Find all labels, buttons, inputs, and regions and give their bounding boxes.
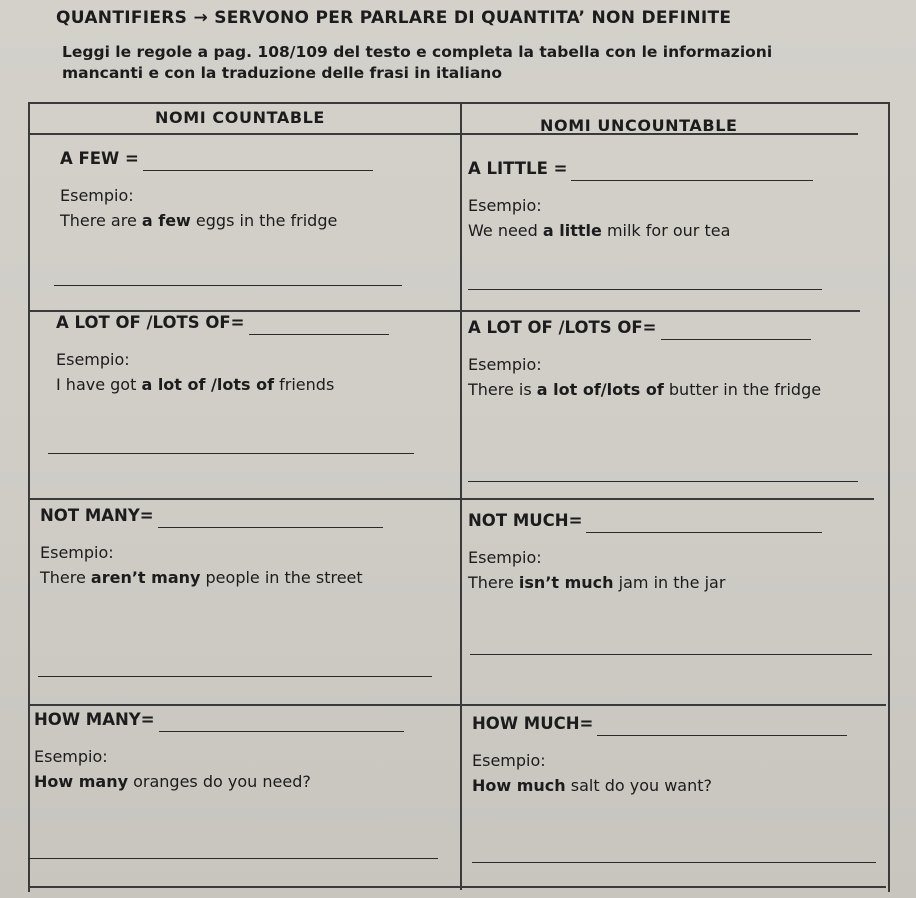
row-divider: [28, 704, 886, 706]
translation-blank[interactable]: [468, 481, 858, 482]
definition-blank[interactable]: [586, 516, 822, 533]
quantifier-label: [40, 503, 455, 528]
table-bottom-border: [28, 886, 886, 888]
quantifier-label: [468, 315, 836, 340]
quantifier-label: [34, 707, 459, 732]
example-label: Esempio:: [468, 548, 542, 567]
example-label: Esempio:: [468, 355, 542, 374]
example-sentence: How many oranges do you need?: [34, 772, 311, 791]
example-sentence: How much salt do you want?: [472, 776, 713, 795]
quantifier-text: A LOT OF /LOTS OF=: [56, 313, 245, 332]
cell-a-little: [468, 156, 868, 243]
definition-blank[interactable]: [158, 511, 383, 528]
cell-how-much: [472, 711, 882, 798]
column-divider: [460, 104, 462, 890]
definition-blank[interactable]: [249, 318, 389, 335]
row-divider: [28, 498, 874, 500]
header-uncountable: NOMI UNCOUNTABLE: [540, 116, 738, 135]
example-sentence: There is a lot of/lots of butter in the fridge: [468, 380, 822, 399]
cell-not-much: [468, 508, 868, 595]
example-sentence: I have got a lot of /lots of friends: [56, 375, 335, 394]
example-sentence: There isn’t much jam in the jar: [468, 573, 726, 592]
translation-blank[interactable]: [468, 289, 822, 290]
quantifier-label: [472, 711, 882, 736]
example-label: Esempio:: [468, 196, 542, 215]
quantifier-text: A FEW =: [60, 149, 139, 168]
worksheet-title: QUANTIFIERS → SERVONO PER PARLARE DI QUANTITA’ NON DEFINITE: [56, 8, 732, 28]
quantifier-text: NOT MANY=: [40, 506, 154, 525]
quantifier-label: [60, 146, 450, 171]
cell-how-many: [34, 707, 459, 794]
example-sentence: There are a few eggs in the fridge: [60, 211, 338, 230]
translation-blank[interactable]: [470, 654, 872, 655]
cell-a-lot-of-uncountable: [468, 315, 836, 402]
quantifier-text: HOW MANY=: [34, 710, 155, 729]
quantifier-text: A LOT OF /LOTS OF=: [468, 318, 657, 337]
definition-blank[interactable]: [571, 164, 813, 181]
definition-blank[interactable]: [143, 154, 373, 171]
quantifier-text: HOW MUCH=: [472, 714, 594, 733]
example-label: Esempio:: [60, 186, 134, 205]
definition-blank[interactable]: [159, 715, 404, 732]
example-sentence: There aren’t many people in the street: [40, 568, 363, 587]
instructions: Leggi le regole a pag. 108/109 del testo e completa la tabella con le informazioni mancanti e con la traduzione delle frasi in italiano: [62, 43, 773, 82]
example-label: Esempio:: [40, 543, 114, 562]
quantifier-text: NOT MUCH=: [468, 511, 583, 530]
cell-a-lot-of-countable: [56, 310, 456, 397]
example-label: Esempio:: [56, 350, 130, 369]
cell-not-many: [40, 503, 455, 590]
translation-blank[interactable]: [48, 453, 414, 454]
translation-blank[interactable]: [54, 285, 402, 286]
quantifier-label: [468, 156, 868, 181]
translation-blank[interactable]: [38, 676, 432, 677]
example-label: Esempio:: [472, 751, 546, 770]
example-sentence: We need a little milk for our tea: [468, 221, 731, 240]
translation-blank[interactable]: [472, 862, 876, 863]
definition-blank[interactable]: [597, 719, 847, 736]
quantifier-label: [56, 310, 456, 335]
definition-blank[interactable]: [661, 323, 811, 340]
quantifier-text: A LITTLE =: [468, 159, 568, 178]
cell-a-few: [60, 146, 450, 233]
example-label: Esempio:: [34, 747, 108, 766]
header-countable: NOMI COUNTABLE: [155, 108, 325, 127]
quantifier-label: [468, 508, 868, 533]
translation-blank[interactable]: [28, 858, 438, 859]
